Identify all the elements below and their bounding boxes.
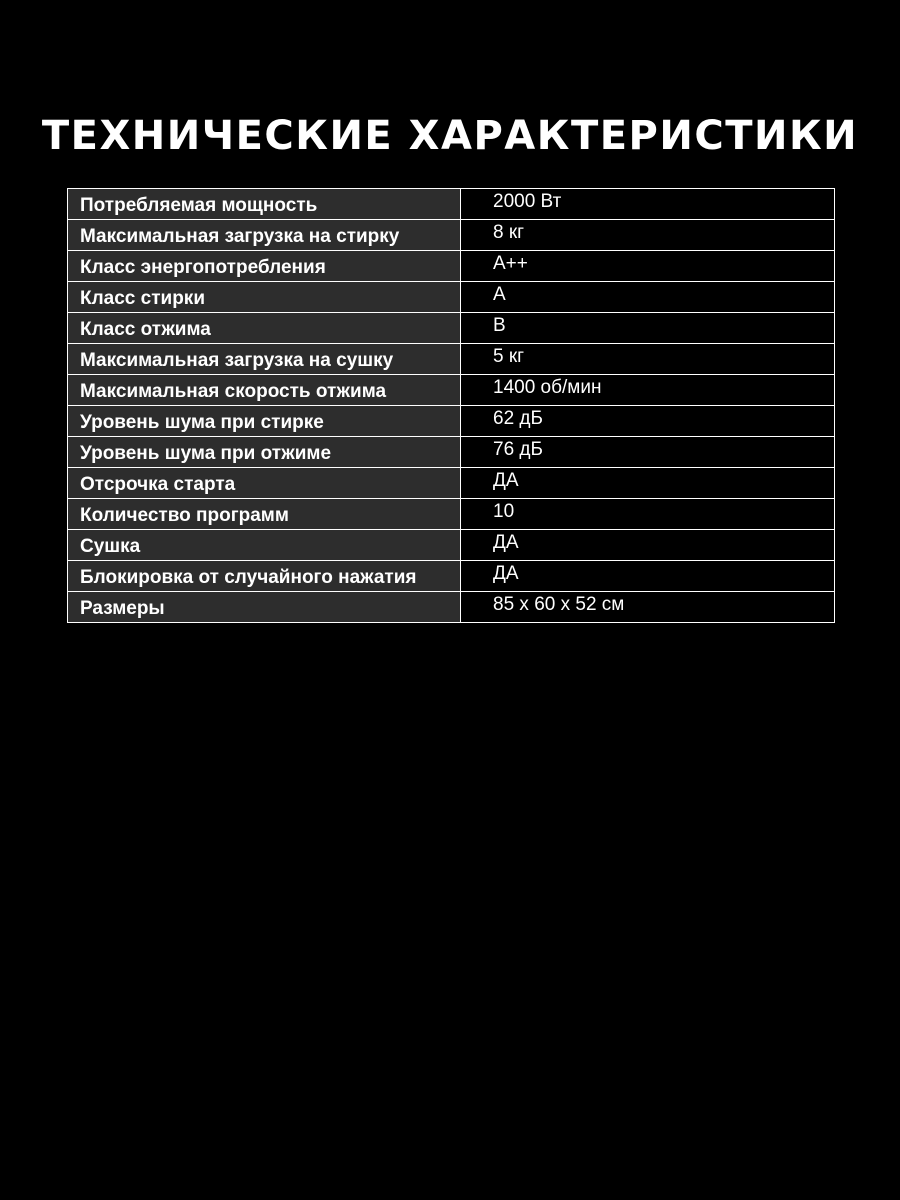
table-row — [68, 220, 835, 251]
spec-value-wash-noise: 62 дБ — [461, 406, 835, 437]
spec-label-delay-start: Отсрочка старта — [68, 468, 461, 499]
spec-value-delay-start: ДА — [461, 468, 835, 499]
spec-value-spin-speed: 1400 об/мин — [461, 375, 835, 406]
table-row — [68, 530, 835, 561]
spec-label-dry-load: Максимальная загрузка на сушку — [68, 344, 461, 375]
table-row — [68, 344, 835, 375]
spec-value-wash-class: А — [461, 282, 835, 313]
spec-value-dry-load: 5 кг — [461, 344, 835, 375]
table-row — [68, 189, 835, 220]
table-row — [68, 499, 835, 530]
table-row — [68, 561, 835, 592]
spec-label-spin-class: Класс отжима — [68, 313, 461, 344]
table-row — [68, 437, 835, 468]
spec-value-energy-class: А++ — [461, 251, 835, 282]
spec-value-wash-load: 8 кг — [461, 220, 835, 251]
spec-label-dimensions: Размеры — [68, 592, 461, 623]
spec-label-programs: Количество программ — [68, 499, 461, 530]
table-row — [68, 251, 835, 282]
table-row — [68, 313, 835, 344]
table-row — [68, 468, 835, 499]
spec-label-energy-class: Класс энергопотребления — [68, 251, 461, 282]
spec-value-programs: 10 — [461, 499, 835, 530]
table-row — [68, 375, 835, 406]
spec-label-wash-noise: Уровень шума при стирке — [68, 406, 461, 437]
spec-value-drying: ДА — [461, 530, 835, 561]
spec-label-spin-speed: Максимальная скорость отжима — [68, 375, 461, 406]
spec-label-spin-noise: Уровень шума при отжиме — [68, 437, 461, 468]
spec-label-wash-load: Максимальная загрузка на стирку — [68, 220, 461, 251]
spec-label-drying: Сушка — [68, 530, 461, 561]
table-row — [68, 282, 835, 313]
table-row — [68, 406, 835, 437]
page-title: ТЕХНИЧЕСКИЕ ХАРАКТЕРИСТИКИ — [41, 113, 859, 159]
spec-value-power: 2000 Вт — [461, 189, 835, 220]
table-row — [68, 592, 835, 623]
spec-value-spin-class: В — [461, 313, 835, 344]
spec-value-spin-noise: 76 дБ — [461, 437, 835, 468]
spec-value-dimensions: 85 х 60 х 52 см — [461, 592, 835, 623]
spec-label-power: Потребляемая мощность — [68, 189, 461, 220]
spec-label-wash-class: Класс стирки — [68, 282, 461, 313]
specifications-table — [67, 188, 835, 623]
spec-label-child-lock: Блокировка от случайного нажатия — [68, 561, 461, 592]
spec-value-child-lock: ДА — [461, 561, 835, 592]
